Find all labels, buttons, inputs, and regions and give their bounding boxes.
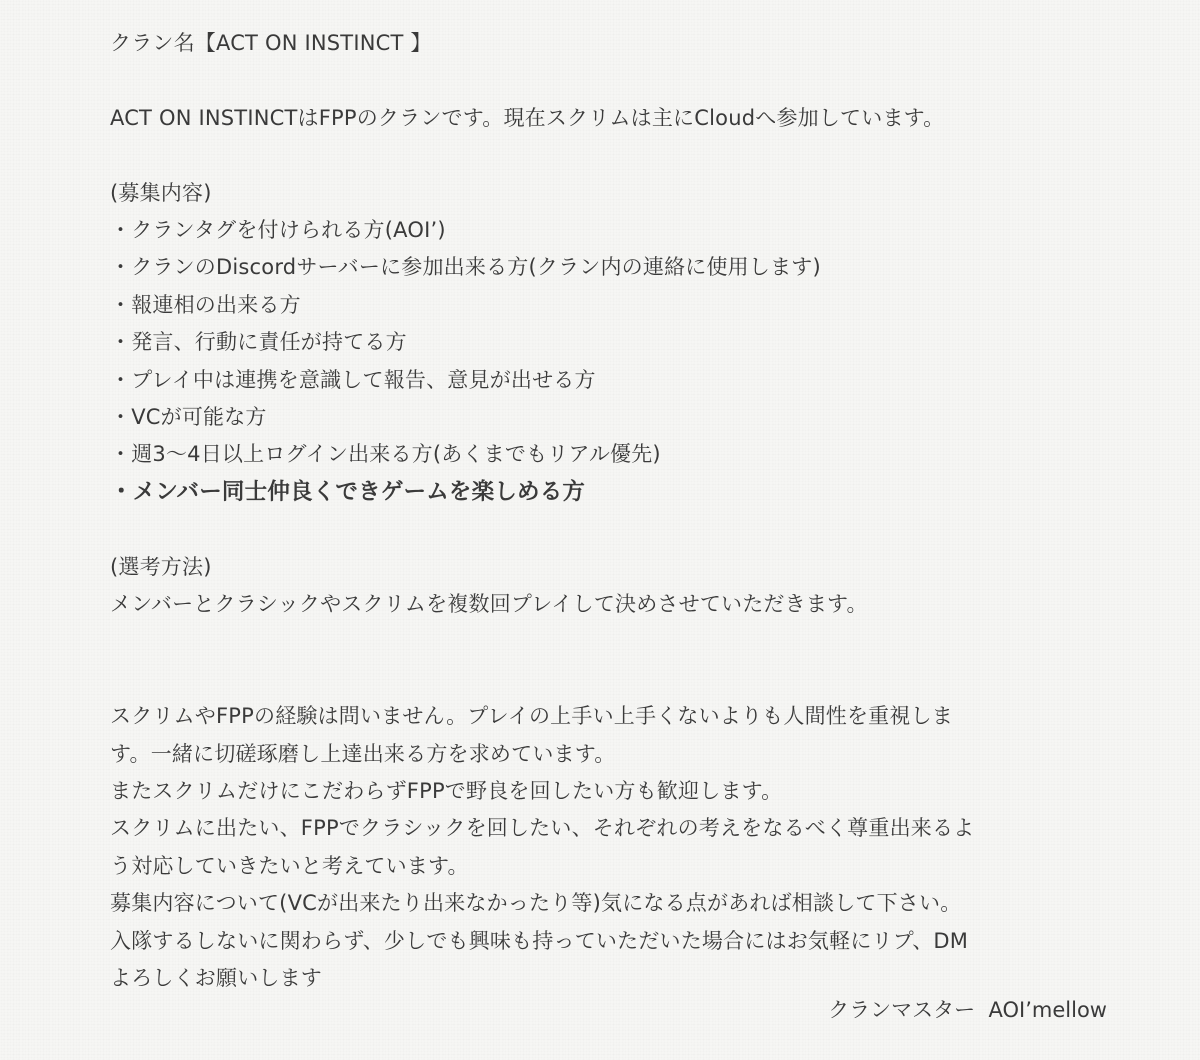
- document-body: [110, 25, 1110, 997]
- selection-heading: (選考方法): [110, 554, 212, 579]
- spacer: [110, 661, 1110, 698]
- spacer: [110, 511, 1110, 548]
- closing-line: 入隊するしないに関わらず、少しでも興味も持っていただいた場合にはお気軽にリプ、DM: [110, 928, 969, 953]
- closing-line: す。一緒に切磋琢磨し上達出来る方を求めています。: [110, 741, 616, 766]
- intro-text: ACT ON INSTINCTはFPPのクランです。現在スクリムは主にCloudへ参加しています。: [110, 105, 945, 130]
- closing-line: またスクリムだけにこだわらずFPPで野良を回したい方も歓迎します。: [110, 778, 783, 803]
- selection-text: メンバーとクラシックやスクリムを複数回プレイして決めさせていただきます。: [110, 591, 868, 616]
- signature: クランマスター AOI’mellow: [828, 998, 1107, 1022]
- recruitment-item: ・VCが可能な方: [110, 404, 267, 429]
- closing-line: スクリムに出たい、FPPでクラシックを回したい、それぞれの考えをなるべく尊重出来るよ: [110, 816, 975, 841]
- recruitment-item: ・報連相の出来る方: [110, 292, 301, 317]
- clan-title: クラン名【ACT ON INSTINCT 】: [110, 31, 432, 55]
- recruitment-list: [110, 212, 1110, 511]
- recruitment-item: ・クランタグを付けられる方(AOI’): [110, 218, 446, 242]
- spacer: [110, 623, 1110, 660]
- spacer: [110, 62, 1110, 99]
- recruitment-item: ・プレイ中は連携を意識して報告、意見が出せる方: [110, 367, 596, 392]
- recruitment-heading: (募集内容): [110, 180, 212, 205]
- recruitment-item-emphasized: ・メンバー同士仲良くできゲームを楽しめる方: [110, 478, 586, 505]
- recruitment-item: ・発言、行動に責任が持てる方: [110, 330, 407, 355]
- spacer: [110, 137, 1110, 174]
- recruitment-item: ・週3〜4日以上ログイン出来る方(あくまでもリアル優先): [110, 442, 661, 467]
- closing-line: 募集内容について(VCが出来たり出来なかったり等)気になる点があれば相談して下さい。: [110, 891, 962, 916]
- closing-line: よろしくお願いします: [110, 965, 322, 990]
- closing-line: う対応していきたいと考えています。: [110, 853, 469, 878]
- closing-line: スクリムやFPPの経験は問いません。プレイの上手い上手くないよりも人間性を重視しま: [110, 704, 953, 729]
- recruitment-item: ・クランのDiscordサーバーに参加出来る方(クラン内の連絡に使用します): [110, 255, 821, 280]
